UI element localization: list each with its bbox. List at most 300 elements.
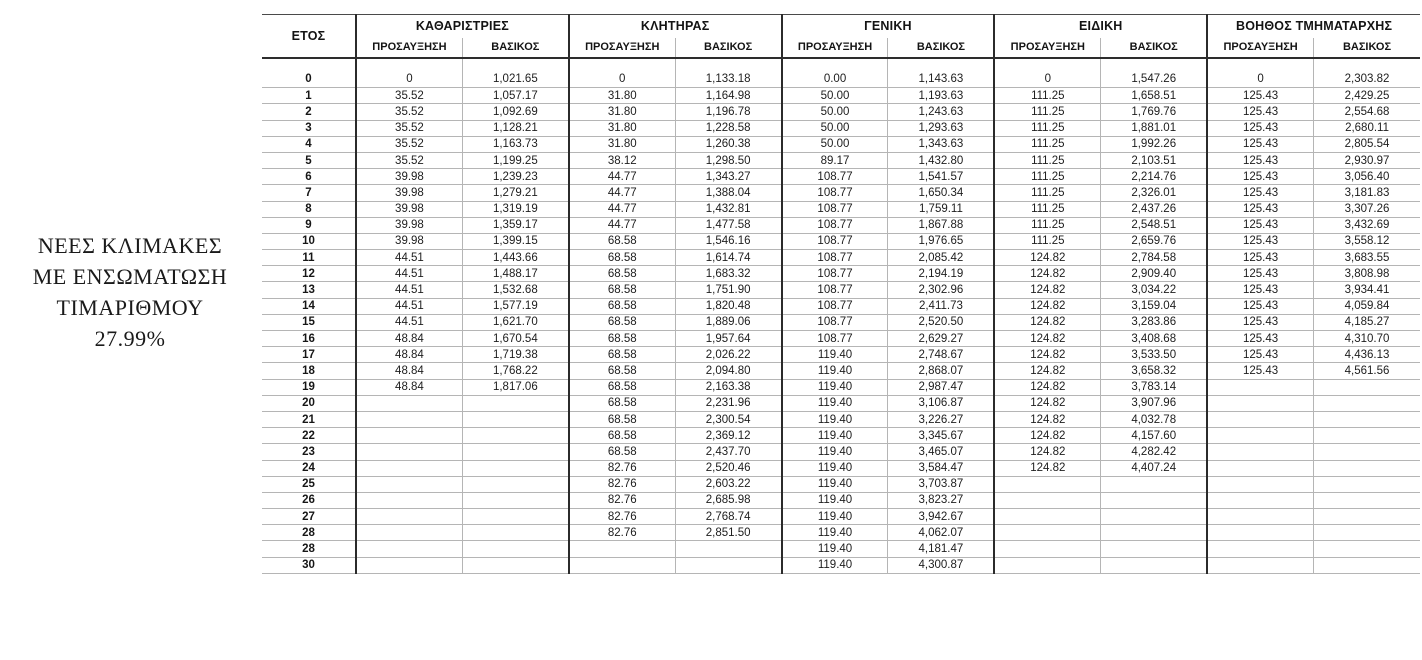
value-cell: 1,388.04: [675, 185, 781, 201]
year-cell: 30: [262, 557, 356, 573]
value-cell: 48.84: [356, 347, 462, 363]
value-cell: 1,057.17: [462, 88, 568, 104]
year-cell: 26: [262, 492, 356, 508]
value-cell: 1,541.57: [888, 169, 994, 185]
group-header-kathiaristries: ΚΑΘΑΡΙΣΤΡΙΕΣ: [356, 15, 569, 38]
value-cell: [1314, 428, 1420, 444]
value-cell: 108.77: [782, 331, 888, 347]
value-cell: [356, 411, 462, 427]
group-header-row: [262, 15, 1420, 38]
value-cell: [782, 58, 888, 72]
value-cell: 1,488.17: [462, 266, 568, 282]
value-cell: 0.00: [782, 72, 888, 88]
value-cell: 1,021.65: [462, 72, 568, 88]
table-row: [262, 509, 1420, 525]
value-cell: 3,658.32: [1101, 363, 1207, 379]
value-cell: [1314, 395, 1420, 411]
table-row: [262, 525, 1420, 541]
group-header-eidiki: ΕΙΔΙΚΗ: [994, 15, 1207, 38]
value-cell: 2,868.07: [888, 363, 994, 379]
value-cell: 1,621.70: [462, 314, 568, 330]
value-cell: 35.52: [356, 136, 462, 152]
value-cell: 3,345.67: [888, 428, 994, 444]
value-cell: [675, 541, 781, 557]
value-cell: 124.82: [994, 411, 1100, 427]
value-cell: [356, 509, 462, 525]
value-cell: 31.80: [569, 88, 675, 104]
value-cell: [356, 444, 462, 460]
value-cell: [356, 557, 462, 573]
value-cell: 119.40: [782, 476, 888, 492]
value-cell: 108.77: [782, 169, 888, 185]
value-cell: 3,408.68: [1101, 331, 1207, 347]
value-cell: 68.58: [569, 363, 675, 379]
value-cell: [1101, 525, 1207, 541]
value-cell: 119.40: [782, 541, 888, 557]
side-label-line-2: ΜΕ ΕΝΣΩΜΑΤΩΣΗ: [32, 264, 228, 289]
sub-header-row: [262, 38, 1420, 58]
value-cell: 1,889.06: [675, 314, 781, 330]
sub-header-vasikos: ΒΑΣΙΚΟΣ: [1101, 38, 1207, 58]
value-cell: 44.77: [569, 217, 675, 233]
value-cell: 108.77: [782, 233, 888, 249]
value-cell: 119.40: [782, 379, 888, 395]
table-row: [262, 185, 1420, 201]
value-cell: 89.17: [782, 152, 888, 168]
year-cell: 13: [262, 282, 356, 298]
value-cell: 1,751.90: [675, 282, 781, 298]
value-cell: 108.77: [782, 266, 888, 282]
value-cell: 111.25: [994, 169, 1100, 185]
value-cell: [356, 428, 462, 444]
value-cell: 2,094.80: [675, 363, 781, 379]
table-row: [262, 169, 1420, 185]
value-cell: 31.80: [569, 104, 675, 120]
year-cell: 2: [262, 104, 356, 120]
sub-header-vasikos: ΒΑΣΙΚΟΣ: [675, 38, 781, 58]
value-cell: 108.77: [782, 282, 888, 298]
value-cell: 108.77: [782, 250, 888, 266]
value-cell: 119.40: [782, 363, 888, 379]
value-cell: 35.52: [356, 120, 462, 136]
group-header-klitiras: ΚΛΗΤΗΡΑΣ: [569, 15, 782, 38]
value-cell: 35.52: [356, 152, 462, 168]
value-cell: 1,196.78: [675, 104, 781, 120]
value-cell: 3,159.04: [1101, 298, 1207, 314]
value-cell: [1101, 58, 1207, 72]
value-cell: 1,319.19: [462, 201, 568, 217]
value-cell: 1,399.15: [462, 233, 568, 249]
value-cell: [569, 58, 675, 72]
table-row: [262, 557, 1420, 573]
year-cell: 12: [262, 266, 356, 282]
table-row: [262, 266, 1420, 282]
value-cell: 1,614.74: [675, 250, 781, 266]
value-cell: 82.76: [569, 525, 675, 541]
value-cell: 125.43: [1207, 104, 1313, 120]
value-cell: 68.58: [569, 314, 675, 330]
value-cell: 39.98: [356, 217, 462, 233]
value-cell: 3,934.41: [1314, 282, 1420, 298]
value-cell: [1314, 379, 1420, 395]
value-cell: 44.51: [356, 314, 462, 330]
value-cell: 1,547.26: [1101, 72, 1207, 88]
table-row: [262, 136, 1420, 152]
value-cell: 125.43: [1207, 88, 1313, 104]
value-cell: 108.77: [782, 298, 888, 314]
value-cell: 44.51: [356, 298, 462, 314]
value-cell: 2,520.50: [888, 314, 994, 330]
value-cell: 108.77: [782, 185, 888, 201]
value-cell: 3,432.69: [1314, 217, 1420, 233]
value-cell: 124.82: [994, 314, 1100, 330]
sub-header-vasikos: ΒΑΣΙΚΟΣ: [462, 38, 568, 58]
value-cell: 124.82: [994, 298, 1100, 314]
table-row: [262, 347, 1420, 363]
sub-header-vasikos: ΒΑΣΙΚΟΣ: [888, 38, 994, 58]
value-cell: 2,437.26: [1101, 201, 1207, 217]
value-cell: 119.40: [782, 347, 888, 363]
year-cell: 25: [262, 476, 356, 492]
value-cell: 1,546.16: [675, 233, 781, 249]
value-cell: [462, 395, 568, 411]
value-cell: 31.80: [569, 136, 675, 152]
value-cell: 2,085.42: [888, 250, 994, 266]
value-cell: 44.51: [356, 266, 462, 282]
value-cell: 2,851.50: [675, 525, 781, 541]
value-cell: [1207, 395, 1313, 411]
year-cell: 17: [262, 347, 356, 363]
value-cell: 82.76: [569, 460, 675, 476]
value-cell: [1207, 58, 1313, 72]
value-cell: 3,703.87: [888, 476, 994, 492]
table-row: [262, 428, 1420, 444]
value-cell: [462, 492, 568, 508]
value-cell: 1,298.50: [675, 152, 781, 168]
table-row: [262, 363, 1420, 379]
value-cell: 125.43: [1207, 298, 1313, 314]
value-cell: [994, 492, 1100, 508]
year-cell: 21: [262, 411, 356, 427]
value-cell: 1,092.69: [462, 104, 568, 120]
value-cell: [1314, 411, 1420, 427]
value-cell: 3,034.22: [1101, 282, 1207, 298]
value-cell: 2,437.70: [675, 444, 781, 460]
value-cell: 0: [1207, 72, 1313, 88]
value-cell: 1,769.76: [1101, 104, 1207, 120]
value-cell: 4,032.78: [1101, 411, 1207, 427]
value-cell: 111.25: [994, 120, 1100, 136]
year-cell: 1: [262, 88, 356, 104]
value-cell: 48.84: [356, 363, 462, 379]
value-cell: 2,026.22: [675, 347, 781, 363]
table-row: [262, 298, 1420, 314]
value-cell: 108.77: [782, 314, 888, 330]
value-cell: 1,199.25: [462, 152, 568, 168]
value-cell: 124.82: [994, 460, 1100, 476]
value-cell: 111.25: [994, 233, 1100, 249]
value-cell: 2,548.51: [1101, 217, 1207, 233]
year-cell: 7: [262, 185, 356, 201]
value-cell: 1,359.17: [462, 217, 568, 233]
value-cell: 0: [569, 72, 675, 88]
value-cell: [994, 525, 1100, 541]
value-cell: 1,164.98: [675, 88, 781, 104]
value-cell: 124.82: [994, 347, 1100, 363]
value-cell: 1,820.48: [675, 298, 781, 314]
table-row: [262, 379, 1420, 395]
value-cell: [462, 541, 568, 557]
year-cell: 3: [262, 120, 356, 136]
value-cell: 3,307.26: [1314, 201, 1420, 217]
value-cell: 39.98: [356, 169, 462, 185]
year-cell: 0: [262, 72, 356, 88]
table-row: [262, 104, 1420, 120]
table-row: [262, 331, 1420, 347]
value-cell: 2,429.25: [1314, 88, 1420, 104]
year-cell: 5: [262, 152, 356, 168]
year-cell: [262, 58, 356, 72]
value-cell: 119.40: [782, 395, 888, 411]
value-cell: 2,411.73: [888, 298, 994, 314]
year-cell: 28: [262, 541, 356, 557]
value-cell: 2,987.47: [888, 379, 994, 395]
group-header-voithos: ΒΟΗΘΟΣ ΤΜΗΜΑΤΑΡΧΗΣ: [1207, 15, 1420, 38]
value-cell: 1,670.54: [462, 331, 568, 347]
value-cell: [1314, 460, 1420, 476]
value-cell: 1,163.73: [462, 136, 568, 152]
value-cell: 125.43: [1207, 282, 1313, 298]
value-cell: 68.58: [569, 347, 675, 363]
value-cell: 124.82: [994, 266, 1100, 282]
value-cell: 125.43: [1207, 169, 1313, 185]
value-cell: [1207, 428, 1313, 444]
value-cell: 1,817.06: [462, 379, 568, 395]
value-cell: 4,181.47: [888, 541, 994, 557]
value-cell: [675, 557, 781, 573]
value-cell: 2,214.76: [1101, 169, 1207, 185]
value-cell: 3,533.50: [1101, 347, 1207, 363]
year-cell: 24: [262, 460, 356, 476]
value-cell: 125.43: [1207, 185, 1313, 201]
value-cell: 1,239.23: [462, 169, 568, 185]
value-cell: 111.25: [994, 201, 1100, 217]
value-cell: [1101, 541, 1207, 557]
value-cell: 3,465.07: [888, 444, 994, 460]
value-cell: 4,059.84: [1314, 298, 1420, 314]
value-cell: 2,300.54: [675, 411, 781, 427]
value-cell: 68.58: [569, 250, 675, 266]
value-cell: 2,768.74: [675, 509, 781, 525]
value-cell: 4,300.87: [888, 557, 994, 573]
value-cell: 111.25: [994, 185, 1100, 201]
year-cell: 15: [262, 314, 356, 330]
value-cell: 1,658.51: [1101, 88, 1207, 104]
value-cell: 2,326.01: [1101, 185, 1207, 201]
year-cell: 28: [262, 525, 356, 541]
value-cell: [356, 525, 462, 541]
value-cell: 68.58: [569, 282, 675, 298]
value-cell: 111.25: [994, 136, 1100, 152]
value-cell: 1,577.19: [462, 298, 568, 314]
table-row: [262, 411, 1420, 427]
value-cell: 4,185.27: [1314, 314, 1420, 330]
value-cell: [356, 492, 462, 508]
value-cell: 68.58: [569, 379, 675, 395]
value-cell: [462, 509, 568, 525]
value-cell: 1,243.63: [888, 104, 994, 120]
value-cell: 111.25: [994, 152, 1100, 168]
value-cell: [1314, 444, 1420, 460]
side-label-line-1: ΝΕΕΣ ΚΛΙΜΑΚΕΣ: [37, 233, 223, 258]
value-cell: 1,193.63: [888, 88, 994, 104]
value-cell: 3,226.27: [888, 411, 994, 427]
year-cell: 23: [262, 444, 356, 460]
value-cell: 68.58: [569, 298, 675, 314]
value-cell: 68.58: [569, 411, 675, 427]
table-row: [262, 492, 1420, 508]
value-cell: 3,558.12: [1314, 233, 1420, 249]
value-cell: 50.00: [782, 120, 888, 136]
value-cell: [1207, 379, 1313, 395]
value-cell: 1,228.58: [675, 120, 781, 136]
value-cell: [356, 395, 462, 411]
value-cell: 125.43: [1207, 314, 1313, 330]
value-cell: 4,282.42: [1101, 444, 1207, 460]
year-cell: 27: [262, 509, 356, 525]
value-cell: [1207, 492, 1313, 508]
value-cell: 68.58: [569, 428, 675, 444]
value-cell: 4,062.07: [888, 525, 994, 541]
value-cell: 2,930.97: [1314, 152, 1420, 168]
salary-scale-table: [262, 14, 1420, 574]
value-cell: [1314, 525, 1420, 541]
table-row: [262, 444, 1420, 460]
value-cell: 1,343.63: [888, 136, 994, 152]
year-cell: 11: [262, 250, 356, 266]
sub-header-prosafxisi: ΠΡΟΣΑΥΞΗΣΗ: [994, 38, 1100, 58]
value-cell: [1207, 541, 1313, 557]
sub-header-vasikos: ΒΑΣΙΚΟΣ: [1314, 38, 1420, 58]
value-cell: 3,283.86: [1101, 314, 1207, 330]
value-cell: 1,532.68: [462, 282, 568, 298]
group-header-geniki: ΓΕΝΙΚΗ: [782, 15, 995, 38]
value-cell: 2,680.11: [1314, 120, 1420, 136]
table-row: [262, 120, 1420, 136]
value-cell: [1207, 509, 1313, 525]
year-cell: 22: [262, 428, 356, 444]
value-cell: [994, 541, 1100, 557]
year-column-header: ΕΤΟΣ: [262, 15, 356, 58]
sub-header-prosafxisi: ΠΡΟΣΑΥΞΗΣΗ: [782, 38, 888, 58]
value-cell: [356, 541, 462, 557]
value-cell: 0: [356, 72, 462, 88]
table-row: [262, 250, 1420, 266]
value-cell: [462, 58, 568, 72]
value-cell: 1,432.80: [888, 152, 994, 168]
value-cell: 125.43: [1207, 217, 1313, 233]
value-cell: 82.76: [569, 509, 675, 525]
value-cell: 2,784.58: [1101, 250, 1207, 266]
value-cell: [462, 428, 568, 444]
value-cell: 124.82: [994, 331, 1100, 347]
table-row: [262, 395, 1420, 411]
value-cell: [356, 58, 462, 72]
value-cell: [1101, 476, 1207, 492]
value-cell: 119.40: [782, 525, 888, 541]
value-cell: [1314, 492, 1420, 508]
value-cell: 2,369.12: [675, 428, 781, 444]
value-cell: 1,293.63: [888, 120, 994, 136]
value-cell: 1,867.88: [888, 217, 994, 233]
table-row: [262, 460, 1420, 476]
year-cell: 14: [262, 298, 356, 314]
value-cell: [994, 557, 1100, 573]
year-cell: 8: [262, 201, 356, 217]
value-cell: 1,992.26: [1101, 136, 1207, 152]
value-cell: 124.82: [994, 250, 1100, 266]
value-cell: 44.77: [569, 169, 675, 185]
value-cell: [888, 58, 994, 72]
table-row: [262, 88, 1420, 104]
year-cell: 10: [262, 233, 356, 249]
value-cell: [1101, 509, 1207, 525]
value-cell: 124.82: [994, 428, 1100, 444]
value-cell: 44.51: [356, 282, 462, 298]
value-cell: [462, 460, 568, 476]
value-cell: 2,554.68: [1314, 104, 1420, 120]
value-cell: 108.77: [782, 201, 888, 217]
value-cell: 108.77: [782, 217, 888, 233]
value-cell: [675, 58, 781, 72]
value-cell: 1,957.64: [675, 331, 781, 347]
value-cell: 2,909.40: [1101, 266, 1207, 282]
value-cell: 1,976.65: [888, 233, 994, 249]
value-cell: 3,808.98: [1314, 266, 1420, 282]
value-cell: 125.43: [1207, 201, 1313, 217]
value-cell: 119.40: [782, 492, 888, 508]
value-cell: [1314, 557, 1420, 573]
year-cell: 18: [262, 363, 356, 379]
value-cell: 2,685.98: [675, 492, 781, 508]
value-cell: [462, 525, 568, 541]
value-cell: 35.52: [356, 104, 462, 120]
value-cell: 35.52: [356, 88, 462, 104]
value-cell: 39.98: [356, 233, 462, 249]
value-cell: 1,477.58: [675, 217, 781, 233]
value-cell: 38.12: [569, 152, 675, 168]
value-cell: 1,133.18: [675, 72, 781, 88]
value-cell: 124.82: [994, 444, 1100, 460]
value-cell: [462, 476, 568, 492]
value-cell: 2,520.46: [675, 460, 781, 476]
value-cell: 68.58: [569, 331, 675, 347]
value-cell: [1207, 460, 1313, 476]
value-cell: [1207, 411, 1313, 427]
year-cell: 4: [262, 136, 356, 152]
value-cell: 124.82: [994, 395, 1100, 411]
value-cell: 68.58: [569, 266, 675, 282]
value-cell: 1,650.34: [888, 185, 994, 201]
value-cell: 2,194.19: [888, 266, 994, 282]
table-row: [262, 476, 1420, 492]
value-cell: 50.00: [782, 104, 888, 120]
side-label: [4, 230, 256, 354]
value-cell: 68.58: [569, 444, 675, 460]
value-cell: [1207, 444, 1313, 460]
table-row: [262, 314, 1420, 330]
value-cell: 4,157.60: [1101, 428, 1207, 444]
